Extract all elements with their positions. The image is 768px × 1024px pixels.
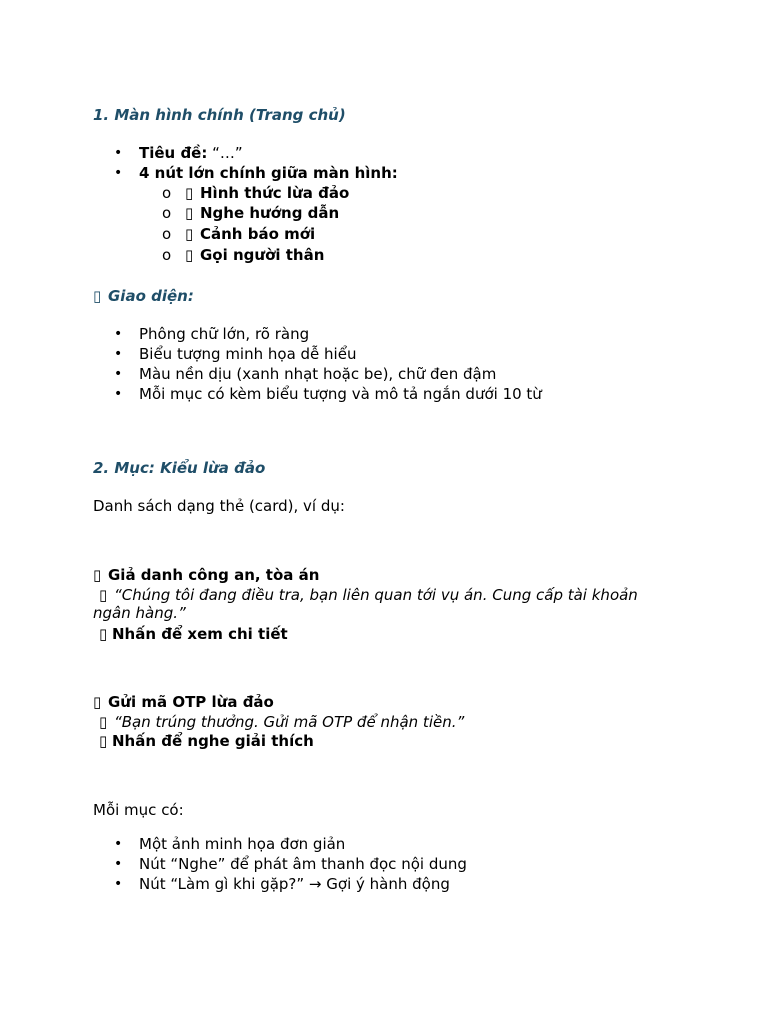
card2-action[interactable]: Nhấn để nghe giải thích <box>112 732 314 750</box>
bullet-icon: • <box>114 366 123 382</box>
bullet-icon: • <box>114 145 123 161</box>
title-line <box>139 144 243 163</box>
placeholder-glyph-icon: ▯ <box>93 693 102 711</box>
card1-title: Giả danh công an, tòa án <box>108 566 320 584</box>
button-item: Nghe hướng dẫn <box>200 204 340 222</box>
placeholder-glyph-icon: ▯ <box>93 566 102 584</box>
placeholder-glyph-icon: ▯ <box>93 287 102 305</box>
each-item: Nút “Nghe” để phát âm thanh đọc nội dung <box>139 855 467 873</box>
bullet-icon: • <box>114 836 123 852</box>
card2-quote: “Bạn trúng thưởng. Gửi mã OTP để nhận tiền.” <box>114 713 465 731</box>
placeholder-glyph-icon: ▯ <box>185 246 194 264</box>
bullet-icon: • <box>114 165 123 181</box>
card1-quote-cont: ngân hàng.” <box>93 604 186 622</box>
title-label: Tiêu đề: <box>139 144 208 162</box>
card1-action[interactable]: Nhấn để xem chi tiết <box>112 625 288 643</box>
placeholder-glyph-icon: ▯ <box>99 732 108 750</box>
bullet-icon: • <box>114 876 123 892</box>
button-item: Cảnh báo mới <box>200 225 316 243</box>
placeholder-glyph-icon: ▯ <box>99 625 108 643</box>
interface-item: Phông chữ lớn, rõ ràng <box>139 325 310 343</box>
placeholder-glyph-icon: ▯ <box>99 586 108 604</box>
bullet-icon: • <box>114 326 123 342</box>
placeholder-glyph-icon: ▯ <box>185 225 194 243</box>
buttons-label: 4 nút lớn chính giữa màn hình: <box>139 164 398 182</box>
card1-quote: “Chúng tôi đang điều tra, bạn liên quan tới vụ án. Cung cấp tài khoản <box>114 586 638 604</box>
sub-marker: o <box>162 246 172 264</box>
section1-heading: 1. Màn hình chính (Trang chủ) <box>93 106 346 124</box>
placeholder-glyph-icon: ▯ <box>185 204 194 222</box>
bullet-icon: • <box>114 856 123 872</box>
sub-marker: o <box>162 204 172 222</box>
each-item: Một ảnh minh họa đơn giản <box>139 835 346 853</box>
section2-heading: 2. Mục: Kiểu lừa đảo <box>93 459 266 477</box>
placeholder-glyph-icon: ▯ <box>99 713 108 731</box>
bullet-icon: • <box>114 346 123 362</box>
interface-item: Mỗi mục có kèm biểu tượng và mô tả ngắn dưới 10 từ <box>139 385 542 403</box>
title-value: “…” <box>207 144 243 162</box>
card2-title: Gửi mã OTP lừa đảo <box>108 693 274 711</box>
sub-marker: o <box>162 225 172 243</box>
each-item: Nút “Làm gì khi gặp?” → Gợi ý hành động <box>139 875 450 893</box>
bullet-icon: • <box>114 386 123 402</box>
button-item: Hình thức lừa đảo <box>200 184 350 202</box>
section2-intro: Danh sách dạng thẻ (card), ví dụ: <box>93 497 345 515</box>
placeholder-glyph-icon: ▯ <box>185 184 194 202</box>
button-item: Gọi người thân <box>200 246 325 264</box>
sub-marker: o <box>162 184 172 202</box>
interface-heading: Giao diện: <box>108 287 194 305</box>
interface-item: Màu nền dịu (xanh nhạt hoặc be), chữ đen đậm <box>139 365 497 383</box>
each-label: Mỗi mục có: <box>93 801 184 819</box>
interface-item: Biểu tượng minh họa dễ hiểu <box>139 345 357 363</box>
